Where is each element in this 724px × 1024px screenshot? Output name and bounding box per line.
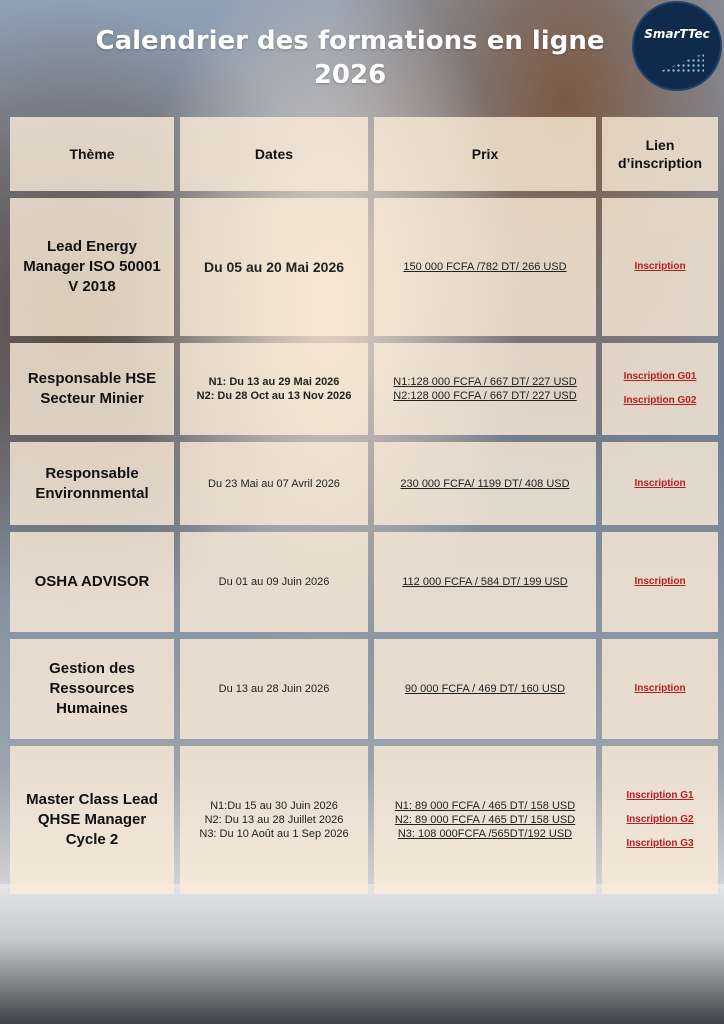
- row-links: [602, 532, 718, 632]
- background-photo-desk: [0, 884, 724, 1024]
- date-line: N2: Du 13 au 28 Juillet 2026: [204, 814, 344, 826]
- logo-dots-graphic: [656, 53, 704, 73]
- logo-text: SmarTTec: [644, 27, 710, 41]
- header-prix: Prix: [374, 117, 596, 191]
- row-dates: [180, 343, 368, 435]
- row-links: [602, 198, 718, 336]
- row-prix: [374, 343, 596, 435]
- row-links: [602, 442, 718, 525]
- row-dates: [180, 532, 368, 632]
- price-line: N2:128 000 FCFA / 667 DT/ 227 USD: [393, 390, 577, 402]
- date-line: N2: Du 28 Oct au 13 Nov 2026: [196, 390, 352, 402]
- row-prix: [374, 198, 596, 336]
- price-line: 150 000 FCFA /782 DT/ 266 USD: [403, 261, 567, 273]
- row-theme: Lead Energy Manager ISO 50001 V 2018: [10, 198, 174, 336]
- row-theme: Master Class Lead QHSE Manager Cycle 2: [10, 746, 174, 894]
- page-title: Calendrier des formations en ligne 2026: [95, 26, 605, 90]
- price-line: 90 000 FCFA / 469 DT/ 160 USD: [404, 683, 566, 695]
- header-theme: Thème: [10, 117, 174, 191]
- row-links: [602, 639, 718, 739]
- row-prix: [374, 746, 596, 894]
- row-theme: Responsable Environnmental: [10, 442, 174, 525]
- inscription-link[interactable]: Inscription G01: [623, 371, 697, 382]
- row-dates: [180, 639, 368, 739]
- header-lien: Lien d’inscription: [602, 117, 718, 191]
- inscription-link[interactable]: Inscription G3: [626, 838, 694, 849]
- inscription-link[interactable]: Inscription G2: [626, 814, 694, 825]
- row-links: [602, 343, 718, 435]
- date-line: Du 13 au 28 Juin 2026: [218, 683, 330, 695]
- date-line: Du 05 au 20 Mai 2026: [203, 259, 345, 275]
- inscription-link[interactable]: Inscription: [634, 683, 686, 694]
- row-prix: [374, 442, 596, 525]
- price-line: N1: 89 000 FCFA / 465 DT/ 158 USD: [394, 800, 576, 812]
- inscription-link[interactable]: Inscription G02: [623, 395, 697, 406]
- inscription-link[interactable]: Inscription: [634, 261, 686, 272]
- price-line: N3: 108 000FCFA /565DT/192 USD: [397, 828, 573, 840]
- smarttec-logo: [632, 1, 722, 91]
- row-prix: [374, 639, 596, 739]
- row-theme: Responsable HSE Secteur Minier: [10, 343, 174, 435]
- date-line: Du 23 Mai au 07 Avril 2026: [208, 477, 340, 490]
- price-line: N1:128 000 FCFA / 667 DT/ 227 USD: [393, 376, 577, 388]
- date-line: N1:Du 15 au 30 Juin 2026: [210, 800, 338, 812]
- inscription-link[interactable]: Inscription: [634, 576, 686, 587]
- date-line: N1: Du 13 au 29 Mai 2026: [208, 376, 340, 388]
- date-line: Du 01 au 09 Juin 2026: [218, 576, 330, 588]
- price-line: 112 000 FCFA / 584 DT/ 199 USD: [402, 576, 568, 588]
- date-line: N3: Du 10 Août au 1 Sep 2026: [199, 828, 349, 840]
- row-prix: [374, 532, 596, 632]
- row-dates: [180, 746, 368, 894]
- inscription-link[interactable]: Inscription: [634, 477, 686, 489]
- row-links: [602, 746, 718, 894]
- inscription-link[interactable]: Inscription G1: [626, 790, 694, 801]
- price-line: N2: 89 000 FCFA / 465 DT/ 158 USD: [394, 814, 576, 826]
- row-theme: OSHA ADVISOR: [10, 532, 174, 632]
- row-theme: Gestion des Ressources Humaines: [10, 639, 174, 739]
- row-dates: [180, 198, 368, 336]
- row-dates: [180, 442, 368, 525]
- price-line: 230 000 FCFA/ 1199 DT/ 408 USD: [400, 477, 570, 490]
- header-dates: Dates: [180, 117, 368, 191]
